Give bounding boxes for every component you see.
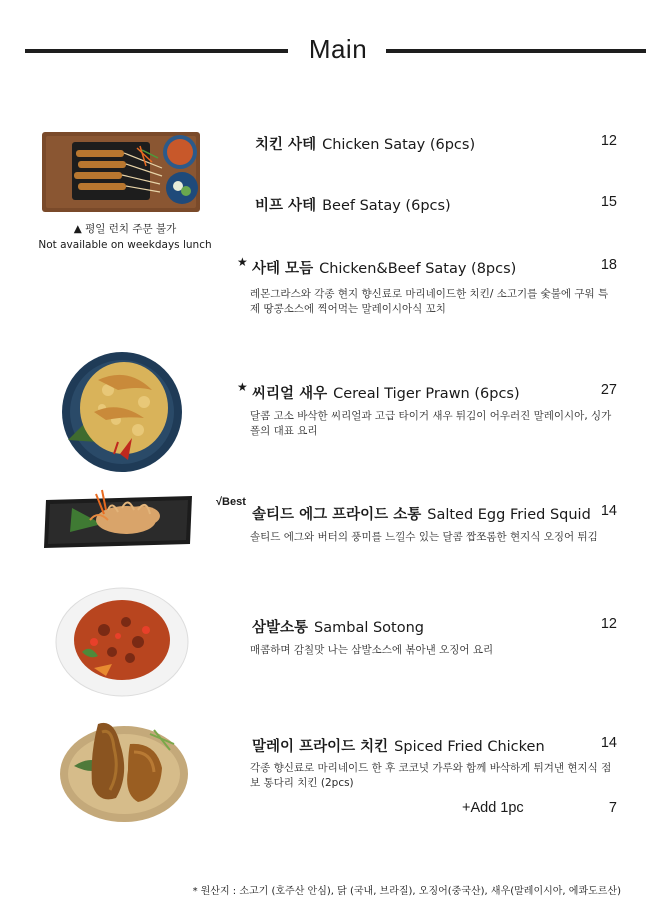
menu-item-price: 12 <box>600 133 617 149</box>
menu-item-price: 15 <box>600 194 617 210</box>
sambal-sotong-image <box>54 586 190 698</box>
menu-item-price: 14 <box>600 503 617 519</box>
menu-item-name-en: Sambal Sotong <box>314 620 424 636</box>
header-rule-left <box>25 49 288 53</box>
origin-footnote <box>193 882 621 897</box>
addon-label: +Add 1pc <box>462 800 524 816</box>
lunch-note-ko: ▲ 평일 런치 주문 불가 <box>73 223 177 235</box>
cereal-prawn-image <box>58 350 186 474</box>
menu-item-name <box>252 257 516 278</box>
addon-price: 7 <box>608 800 617 816</box>
salted-egg-squid-image <box>42 480 194 552</box>
header-rule-right <box>386 49 646 53</box>
menu-item-description: 각종 향신료로 마리네이드 한 후 코코넛 가루와 함께 바삭하게 튀겨낸 현지식 점보 통다리 치킨 (2pcs) <box>250 762 612 789</box>
menu-item-name <box>252 735 545 756</box>
fried-chicken-image <box>58 714 190 824</box>
menu-item-name-en: Chicken&Beef Satay (8pcs) <box>319 261 517 277</box>
menu-item-name <box>252 616 424 637</box>
page-title: Main <box>308 34 368 64</box>
best-badge: √Best <box>216 496 246 508</box>
menu-item-description: 달콤 고소 바삭한 씨리얼과 고급 타이거 새우 튀김이 어우러진 말레이시아, 싱가폴의 대표 요리 <box>250 410 612 437</box>
menu-item-name <box>255 194 451 215</box>
menu-item-name-en: Cereal Tiger Prawn (6pcs) <box>333 386 520 402</box>
satay-platter-image <box>42 128 202 216</box>
menu-item-name-en: Beef Satay (6pcs) <box>322 198 451 214</box>
lunch-note-en: Not available on weekdays lunch <box>38 239 212 251</box>
menu-item-price: 12 <box>600 616 617 632</box>
menu-item-name-ko: 씨리얼 새우 <box>252 386 328 402</box>
menu-item-name-en: Salted Egg Fried Squid <box>427 507 591 523</box>
menu-item-name-en: Chicken Satay (6pcs) <box>322 137 476 153</box>
menu-item-name-ko: 삼발소통 <box>252 620 309 636</box>
menu-item-name-ko: 치킨 사테 <box>255 137 317 153</box>
menu-item-name-en: Spiced Fried Chicken <box>394 739 545 755</box>
origin-bullet: * <box>192 886 198 897</box>
menu-item-description: 솔티드 에그와 버터의 풍미를 느낄수 있는 달콤 짭쪼롬한 현지식 오징어 튀김 <box>250 531 598 543</box>
star-icon: ★ <box>237 380 248 394</box>
menu-item-name <box>252 382 520 403</box>
menu-item-description: 레몬그라스와 각종 현지 향신료로 마리네이드한 치킨/ 소고기를 숯불에 구워 특제 땅콩소스에 찍어먹는 말레이시아식 꼬치 <box>250 288 609 315</box>
origin-text: 원산지 : 소고기 (호주산 안심), 닭 (국내, 브라질), 오징어(중국산), 새우(말레이시아, 에콰도르산) <box>200 886 621 897</box>
star-icon: ★ <box>237 255 248 269</box>
menu-item-name-ko: 말레이 프라이드 치킨 <box>252 739 389 755</box>
menu-item-price: 14 <box>600 735 617 751</box>
menu-item-price: 18 <box>600 257 617 273</box>
menu-item-name <box>255 133 475 154</box>
menu-item-name <box>252 503 591 524</box>
menu-item-description: 매콤하며 감칠맛 나는 삼발소스에 볶아낸 오징어 요리 <box>250 644 494 656</box>
menu-item-name-ko: 솔티드 에그 프라이드 소통 <box>252 507 422 523</box>
menu-item-price: 27 <box>600 382 617 398</box>
menu-item-name-ko: 비프 사테 <box>255 198 317 214</box>
menu-item-name-ko: 사테 모듬 <box>252 261 314 277</box>
